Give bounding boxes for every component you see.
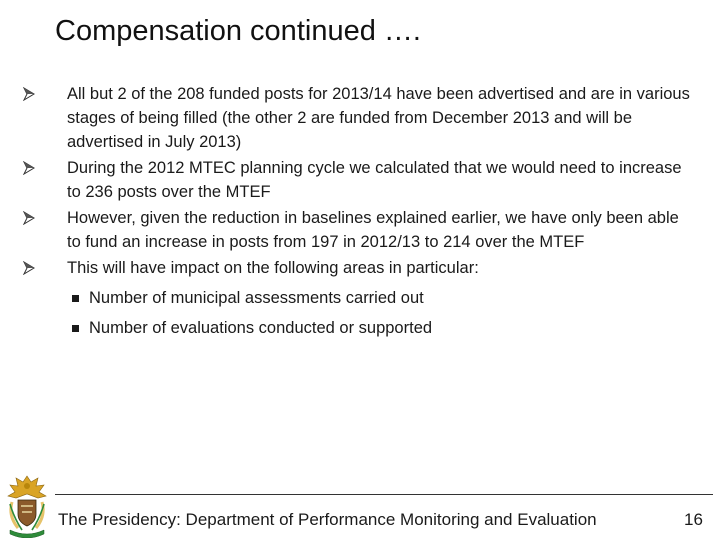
page-number: 16 xyxy=(684,510,703,529)
bullet-text: This will have impact on the following areas in particular: xyxy=(67,259,479,277)
sub-bullet-item xyxy=(67,286,692,310)
footer-divider xyxy=(55,494,713,495)
coat-of-arms-icon xyxy=(2,472,52,538)
bullet-item xyxy=(22,206,692,254)
bullet-item xyxy=(22,256,692,340)
square-bullet-icon xyxy=(72,295,79,302)
bullet-text: All but 2 of the 208 funded posts for 2013/14 have been advertised and are in various stages of being filled (the other 2 are funded from December 2013 and will be advertised in July 2013) xyxy=(67,85,690,151)
bullet-list xyxy=(22,82,692,346)
sub-bullet-list xyxy=(67,286,692,340)
arrow-bullet-icon xyxy=(22,261,36,275)
sub-bullet-text: Number of evaluations conducted or supported xyxy=(89,319,433,337)
slide-title: Compensation continued …. xyxy=(55,15,421,47)
sub-bullet-text: Number of municipal assessments carried out xyxy=(89,289,424,307)
footer-text: The Presidency: Department of Performance Monitoring and Evaluation xyxy=(58,510,597,529)
square-bullet-icon xyxy=(72,325,79,332)
arrow-bullet-icon xyxy=(22,211,36,225)
arrow-bullet-icon xyxy=(22,161,36,175)
bullet-text: During the 2012 MTEC planning cycle we calculated that we would need to increase to 236 posts over the MTEF xyxy=(67,159,682,201)
bullet-item xyxy=(22,156,692,204)
arrow-bullet-icon xyxy=(22,87,36,101)
bullet-item xyxy=(22,82,692,154)
bullet-text: However, given the reduction in baselines explained earlier, we have only been able to fund an increase in posts from 197 in 2012/13 to 214 over the MTEF xyxy=(67,209,679,251)
sub-bullet-item xyxy=(67,316,692,340)
